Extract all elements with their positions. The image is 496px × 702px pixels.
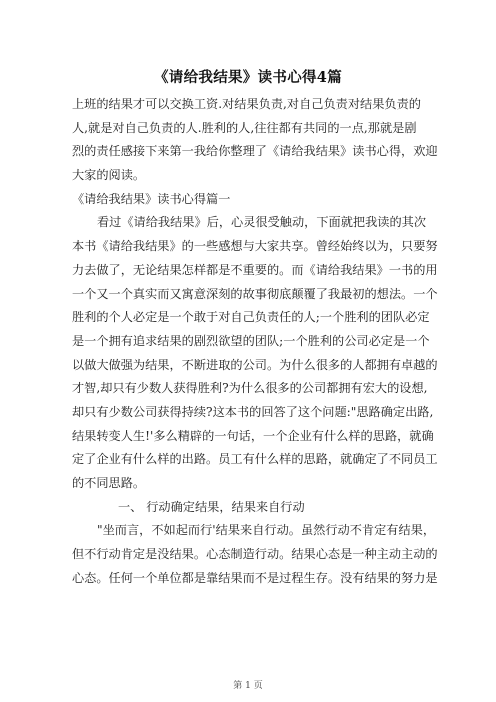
body-line: 结果转变人生!'多么精辟的一句话，一个企业有什么样的思路，就确 — [72, 428, 434, 443]
body-line: 胜利的个人必定是一个敢于对自己负责任的人;一个胜利的团队必定 — [72, 310, 430, 325]
body-line: 却只有少数公司获得持续?这本书的回答了这个问题:"思路确定出路, — [72, 404, 434, 419]
body-line: 但不行动肯定是没结果。心态制造行动。结果心态是一种主动主动的 — [72, 547, 438, 562]
body-line: 本书《请给我结果》的一些感想与大家共享。曾经始终以为，只要努 — [72, 239, 438, 254]
body-line: 烈的责任感接下来第一我给你整理了《请给我结果》读书心得，欢迎 — [72, 144, 438, 159]
page-number: 第 1 页 — [233, 681, 263, 691]
body-line: 力去做了，无论结果怎样都是不重要的。而《请给我结果》一书的用 — [72, 262, 438, 277]
body-line: 是一个拥有追求结果的剧烈欲望的团队;一个胜利的公司必定是一个 — [72, 333, 430, 348]
body-line: 才智,却只有少数人获得胜利?为什么很多的公司都拥有宏大的设想, — [72, 381, 428, 396]
document-body — [72, 93, 438, 590]
body-line: 看过《请给我结果》后，心灵很受触动，下面就把我读的其次 — [97, 215, 427, 230]
body-line: 上班的结果才可以交换工资.对结果负责,对自己负责对结果负责的 — [72, 97, 421, 111]
body-line: 大家的阅读。 — [72, 168, 146, 183]
section-heading: 《请给我结果》读书心得篇一 — [72, 191, 231, 206]
body-line: 的不同思路。 — [72, 476, 146, 490]
document-title: 《请给我结果》读书心得4篇 — [154, 69, 342, 86]
body-line: 人,就是对自己负责的人.胜利的人,往往都有共同的一点,那就是剧 — [72, 120, 417, 135]
body-line: 一个又一个真实而又寓意深刻的故事彻底颠覆了我最初的想法。一个 — [72, 286, 438, 301]
body-line: 心态。任何一个单位都是靠结果而不是过程生存。没有结果的努力是 — [72, 570, 438, 585]
body-line: 定了企业有什么样的出路。员工有什么样的思路，就确定了不同员工 — [72, 452, 438, 467]
subsection-heading: 一、 行动确定结果，结果来自行动 — [118, 499, 305, 514]
body-line: 以做大做强为结果，不断进取的公司。为什么很多的人都拥有卓越的 — [72, 357, 438, 372]
body-line: "坐而言，不如起而行'结果来自行动。虽然行动不肯定有结果， — [97, 523, 436, 538]
